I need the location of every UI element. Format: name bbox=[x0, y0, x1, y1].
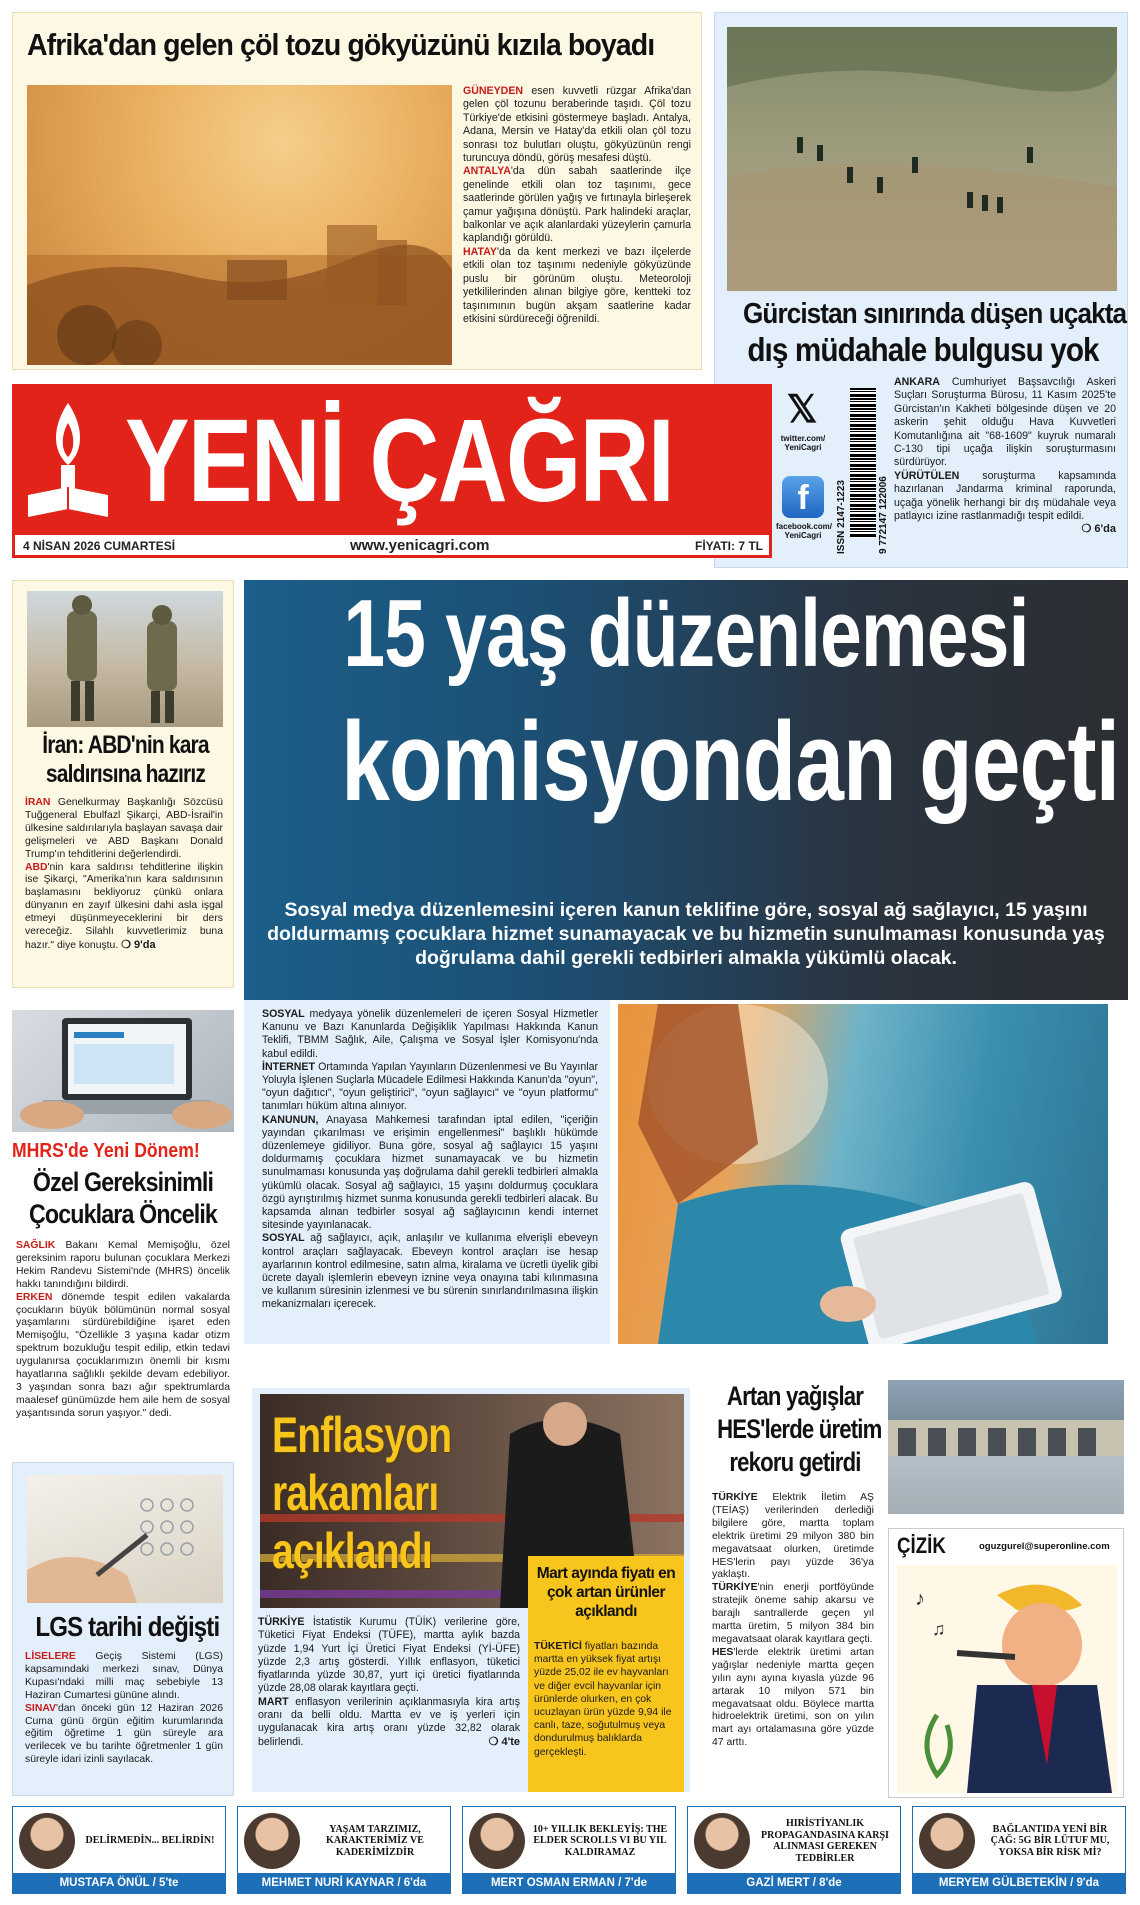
hes-p2: 'nin enerji portföyünde stratejik öneme sahip akarsu ve barajlı santrallerde geçen yıl martta üretim, 5 milyon 384 bin megavatsaat olarak kayıtlara geçti. bbox=[712, 1582, 874, 1645]
social-column bbox=[776, 384, 833, 558]
barcode-block bbox=[832, 384, 888, 558]
columnist-headline: 10+ YILLIK BEKLEYİŞ: THE ELDER SCROLLS VI BU YIL KALDIRAMAZ bbox=[532, 1823, 668, 1858]
dam-illustration bbox=[888, 1380, 1124, 1514]
inflation-p2-lead: MART bbox=[258, 1695, 289, 1708]
columnist-footer: MUSTAFA ÖNÜL / 5'te bbox=[13, 1873, 225, 1893]
masthead bbox=[12, 384, 772, 558]
plane-p2-lead: YÜRÜTÜLEN bbox=[894, 469, 960, 482]
columnist-avatar bbox=[19, 1813, 75, 1869]
soldiers-field-illustration bbox=[727, 27, 1117, 291]
lgs-body bbox=[25, 1651, 223, 1767]
inflation-sidebox bbox=[528, 1556, 684, 1792]
iran-soldiers-illustration bbox=[27, 591, 223, 727]
plane-body bbox=[894, 376, 1116, 537]
dust-p2-lead: ANTALYA bbox=[463, 165, 511, 178]
inflation-box-body bbox=[534, 1640, 680, 1759]
main-p2: Ortamında Yapılan Yayınların Düzenlenmesi ve Bu Yayınlar Yoluyla İşlenen Suçlarla Mücadele Edilmesi Hakkında Kanun'da "oyun", "oyun dağıtıcı", "oyun geliştirici", "oyun sağlayıcı" ve "oyun platformu" tanımları hüküm altına alınıyor. bbox=[262, 1060, 598, 1113]
hes-headline-line1: Artan yağışlar bbox=[726, 1381, 864, 1411]
dust-p3: 'da da kent merkezi ve bazı ilçelerde etkili olan toz taşınımı nedeniyle gökyüzünde puslu bir görünüm oluştu. Meteoroloji yetkililerinden alınan bilgiye göre, kentteki toz taşınımının bugün akşam saatlerine kadar etkisini sürdüreceği öğrenildi. bbox=[463, 245, 691, 325]
main-p4: ağ sağlayıcı, açık, anlaşılır ve kullanıma elverişli ebeveyn kontrol araçları sağlayacak. Ebeveyn kontrol araçları ise hesap ayarlarının kontrol edilmesine, satın alma, kiralama ve ücretli üyelik gibi ücrete dayalı işlemlerin ebeveyn iznine veya onayına tabi kılınmasına ve kullanım süresinin izlenmesi ve bu sürenin sınırlandırılmasına ilişkin mekanizmaları içerecek. bbox=[262, 1232, 598, 1311]
mhrs-photo bbox=[12, 1010, 234, 1132]
iran-headline: İran: ABD'nin kara saldırısına hazırız bbox=[42, 731, 209, 788]
columnist-footer: MERYEM GÜLBETEKİN / 9'da bbox=[913, 1873, 1125, 1893]
cartoon-email[interactable]: oguzgurel@superonline.com bbox=[979, 1541, 1110, 1552]
main-p4-lead: SOSYAL bbox=[262, 1232, 305, 1245]
lgs-p2-lead: SINAV bbox=[25, 1702, 56, 1714]
lgs-story bbox=[12, 1462, 234, 1796]
columnist-page: 6'da bbox=[403, 1877, 427, 1889]
masthead-red-band bbox=[15, 387, 769, 535]
mhrs-headline-line2: Çocuklara Öncelik bbox=[28, 1199, 217, 1229]
columnist-avatar bbox=[244, 1813, 300, 1869]
columnist-name: GAZİ MERT bbox=[746, 1877, 810, 1889]
iran-jump: ❍ 9'da bbox=[121, 938, 156, 951]
inflation-headline-line2: rakamları bbox=[272, 1465, 439, 1521]
main-photo bbox=[618, 1004, 1108, 1344]
inflation-box-lead: TÜKETİCİ bbox=[534, 1641, 582, 1652]
columnist-card[interactable] bbox=[462, 1806, 676, 1894]
main-headline-line1: 15 yaş düzenlemesi bbox=[343, 580, 1029, 687]
hes-headline-line2: HES'lerde üretim bbox=[717, 1414, 882, 1444]
facebook-label[interactable]: facebook.com/ YeniCagri bbox=[776, 522, 833, 540]
iran-p2-lead: ABD bbox=[25, 861, 48, 873]
main-p3-lead: KANUNUN, bbox=[262, 1113, 319, 1126]
laptop-illustration bbox=[12, 1010, 234, 1132]
inflation-box-text: fiyatları bazında martta en yüksek fiyat artışı yüzde 25,02 ile ev hayvanları ve diğer evcil hayvanlar için ürünlerde olurken, en çok ucuzlayan ürün yüzde 9,94 ile canlı, taze, soğutulmuş veya dondurulmuş balıklarda gerçekleşti. bbox=[534, 1641, 672, 1758]
hes-p3-lead: HES bbox=[712, 1646, 734, 1658]
mhrs-headline-line1: Özel Gereksinimli bbox=[32, 1167, 214, 1197]
plane-headline-line2: dış müdahale bulgusu yok bbox=[747, 331, 1099, 368]
plane-photo bbox=[727, 27, 1117, 291]
hes-p1: Elektrik İletim AŞ (TEİAŞ) verilerinden derlediği bilgilere göre, martta toplam elektrik üretimi 29 milyon 380 bin megavatsaat olurken, üretimde HES'lerin payı yüzde 36'ya yaklaştı. bbox=[712, 1492, 874, 1581]
columnist-card[interactable] bbox=[12, 1806, 226, 1894]
dust-p1: esen kuvvetli rüzgar Afrika'dan gelen çöl tozunu beraberinde taşıdı. Çöl tozu Türkiye'de etkisini göstermeye başladı. Antalya, Adana, Mersin ve Hatay'da etkili olan çöl tozu sonrası toz bulutları oluştu, gökyüzünün rengi turuncuya döndü, görüş mesafesi düştü. bbox=[463, 85, 691, 165]
dust-headline: Afrika'dan gelen çöl tozu gökyüzünü kızıla boyadı bbox=[27, 27, 655, 62]
plane-headline bbox=[743, 297, 1127, 369]
mhrs-p2-lead: ERKEN bbox=[16, 1291, 53, 1303]
columnist-headline: HIRİSTİYANLIK PROPAGANDASINA KARŞI ALINMASI GEREKEN TEDBİRLER bbox=[761, 1818, 889, 1864]
lgs-photo bbox=[27, 1475, 223, 1603]
columnist-name: MERYEM GÜLBETEKİN bbox=[938, 1877, 1067, 1889]
iran-photo bbox=[27, 591, 223, 727]
barcode-graphic bbox=[850, 388, 876, 538]
inflation-headline-line1: Enflasyon bbox=[272, 1407, 452, 1463]
columnist-name: MUSTAFA ÖNÜL bbox=[59, 1877, 150, 1889]
dust-city-illustration bbox=[27, 85, 452, 365]
child-tablet-illustration bbox=[618, 1004, 1108, 1344]
hes-headline bbox=[717, 1380, 882, 1479]
lgs-headline: LGS tarihi değişti bbox=[35, 1611, 220, 1642]
lgs-p1-lead: LİSELERE bbox=[25, 1651, 76, 1662]
mhrs-headline bbox=[28, 1166, 219, 1230]
inflation-jump: ❍ 4'te bbox=[488, 1735, 520, 1748]
hes-p1-lead: TÜRKİYE bbox=[712, 1492, 758, 1503]
iran-body bbox=[25, 797, 223, 953]
columnist-footer: GAZİ MERT / 8'de bbox=[688, 1873, 900, 1893]
main-p1-lead: SOSYAL bbox=[262, 1008, 305, 1020]
columnist-page: 7'de bbox=[624, 1877, 648, 1889]
iran-p2: 'nin kara saldırısı tehditlerine ilişkin ise Şikarçi, "Amerika'nın kara saldırısının başlamasını bekliyoruz çünkü onlara dünyanın en zayıf ülkesini dahi asla işgal etmeyi düşünmeyeceklerini bir ders vereceğiz. Silahlı kuvvetlerimiz buna hazır." diye konuştu. bbox=[25, 861, 223, 951]
inflation-story bbox=[252, 1388, 690, 1792]
plane-p1: Cumhuriyet Başsavcılığı Askeri Suçları Soruşturma Bürosu, 11 Kasım 2025'te Gürcistan'ın Kakheti bölgesinde düşen ve 20 askerin şehit olduğu Hava Kuvvetleri Komutanlığına ait "68-1609" kuyruk numaralı C-130 tipi uçağa ilişkin soruşturmasını sürdürüyor. bbox=[894, 376, 1116, 469]
main-p3: Anayasa Mahkemesi tarafından iptal edilen, "içeriğin yayından çıkarılması ve erişimin engellenmesi" başlıklı hükümde düzenlemeye gidiliyor. Buna göre, sosyal ağ sağlayıcı 15 yaşını doldurmamış çocuklara hizmet sunamayacak ve bu hizmetin sunulmaması konusunda yaş doğrulama dahil gerekli tedbirleri almakla yükümlü olacak. Sosyal ağ sağlayıcı, 15 yaşını doldurmuş çocuklara özgü ayrıştırılmış hizmet sunma konusunda gerekli tedbirleri alacak. Bu kapsamda alınan tedbirler sosyal ağ sağlayıcının kendi internet sitesinde yayınlanacak. bbox=[262, 1113, 598, 1232]
columnist-page: 8'de bbox=[819, 1877, 842, 1889]
dust-p2: 'da dün sabah saatlerinde ilçe genelinde etkili olan toz taşınımı, gece saatlerinde görülen yağış ve fırtınayla birleşerek çamur yağışına dönüştü. Park halindeki araçlar, balkonlar ve açık alanlardaki yüzeylerin çamurla kaplandığı görüldü. bbox=[463, 165, 691, 245]
columnist-headline: BAĞLANTIDA YENİ BİR ÇAĞ: 5G BİR LÜTUF MU, YOKSA BİR RİSK Mİ? bbox=[990, 1823, 1110, 1858]
columnist-page: 5'te bbox=[159, 1877, 179, 1889]
cartoon-drawing bbox=[897, 1565, 1117, 1793]
dust-body bbox=[463, 85, 691, 326]
inflation-box-headline: Mart ayında fiyatı en çok artan ürünler açıklandı bbox=[536, 1565, 676, 1620]
main-headline bbox=[341, 580, 1120, 824]
inflation-headline-line3: açıklandı bbox=[272, 1523, 432, 1579]
columnist-headline: DELİRMEDİN... BELİRDİN! bbox=[85, 1835, 215, 1847]
plane-p1-lead: ANKARA bbox=[894, 376, 940, 388]
columnist-avatar bbox=[469, 1813, 525, 1869]
iran-p1-lead: İRAN bbox=[25, 797, 51, 808]
masthead-date: 4 NİSAN 2026 CUMARTESİ bbox=[23, 539, 176, 553]
mhrs-p1-lead: SAĞLIK bbox=[16, 1240, 56, 1251]
plane-p2: soruşturma kapsamında hazırlanan Jandarma kriminal raporunda, uçağa yönelik herhangi bir dış müdahale veya patlayıcı izine rastlanmadığı tespit edildi. bbox=[894, 469, 1116, 523]
columnist-card[interactable] bbox=[687, 1806, 901, 1894]
facebook-icon[interactable]: f bbox=[782, 476, 824, 518]
dust-p3-lead: HATAY bbox=[463, 245, 497, 258]
dust-story bbox=[12, 12, 702, 370]
lgs-p2: 'dan önceki gün 12 Haziran 2026 Cuma günü örgün eğitim kurumlarında eğitim öğretime 1 gün süreyle ara verilecek ve bu tarihte öğretmenler 1 gün süreyle idari izinli sayılacak. bbox=[25, 1702, 223, 1766]
main-p1: medyaya yönelik düzenlemeleri de içeren Sosyal Hizmetler Kanunu ve Bazı Kanunlarda Değişiklik Yapılması Hakkında Kanun Teklifi, TBMM Sağlık, Aile, Çalışma ve Sosyal İşler Komisyonu'nda kabul edildi. bbox=[262, 1008, 598, 1060]
columnist-card[interactable] bbox=[237, 1806, 451, 1894]
dust-photo bbox=[27, 85, 452, 365]
barcode-digits: 9 772147 122006 bbox=[878, 476, 889, 554]
dust-p1-lead: GÜNEYDEN bbox=[463, 85, 524, 97]
lgs-p1: Geçiş Sistemi (LGS) kapsamındaki merkezi sınav, Dünya Kupası'ndaki milli maç sebebiyle 13 Haziran Cumartesi gününe alındı. bbox=[25, 1651, 223, 1701]
torch-logo bbox=[23, 395, 113, 527]
torch-book-icon bbox=[23, 395, 113, 527]
inflation-headline bbox=[272, 1406, 459, 1580]
inflation-p1: İstatistik Kurumu (TÜİK) verilerine göre, Tüketici Fiyat Endeksi (TÜFE), martta aylık bazda yüzde 1,94 Yurt İçi Üretici Fiyat Endeksi (Yİ-ÜFE) yüzde 2,3 artış gösterdi. Yıllık enflasyon, tüketici fiyatlarında yüzde 30,87, yurt içi üretici fiyatlarında yüzde 28,08 olarak kayıtlara geçti. bbox=[258, 1616, 520, 1695]
main-p2-lead: İNTERNET bbox=[262, 1060, 315, 1073]
columnist-page: 9'da bbox=[1076, 1877, 1100, 1889]
main-story-banner bbox=[244, 580, 1128, 1000]
mhrs-body bbox=[16, 1240, 230, 1421]
hes-body bbox=[712, 1492, 874, 1750]
columnist-avatar bbox=[919, 1813, 975, 1869]
inflation-p1-lead: TÜRKİYE bbox=[258, 1616, 305, 1628]
columnist-name: MERT OSMAN ERMAN bbox=[490, 1877, 615, 1889]
twitter-label[interactable]: twitter.com/ YeniCagri bbox=[780, 434, 826, 452]
columnist-footer: MERT OSMAN ERMAN / 7'de bbox=[463, 1873, 675, 1893]
columnist-card[interactable] bbox=[912, 1806, 1126, 1894]
iran-story bbox=[12, 580, 234, 988]
masthead-title: YENİ ÇAĞRI bbox=[125, 395, 674, 527]
mhrs-p2: dönemde tespit edilen vakalarda çocukların büyük bölümünün normal sosyal yaşamlarını sürdürebildiğine işaret eden Memişoğlu, "Özellikle 3 yaşına kadar otizm spektrum bozukluğu tespit edilip, etkin tedavi uygulanırsa çocuklarımızın önemli bir kısmı hayatlarına sağlıklı şekilde devam edebiliyor. 3 yaşından sonra bazı ağır spektrumlarda maalesef günümüzde hem aile hem de sosyal yaşantısında sorun yaşıyor." dedi. bbox=[16, 1291, 230, 1419]
plane-jump: ❍ 6'da bbox=[1081, 523, 1116, 536]
columnist-name: MEHMET NURİ KAYNAR bbox=[261, 1877, 395, 1889]
hes-p3: 'lerde elektrik üretimi artan yağışlar nedeniyle martta geçen yılın aynı ayına kıyasla yüzde 96 artarak 10 milyon 571 bin megavatsaat oldu. Böylece martta hidroelektrik üretimi, son on yılın mart ayı ortalamasına göre yüzde 47 arttı. bbox=[712, 1646, 874, 1749]
iran-p1: Genelkurmay Başkanlığı Sözcüsü Tuğgeneral Ebulfazl Şikarçi, ABD-İsrail'in ülkesine saldırılarıyla başlayan savaşa dair gelişmeleri ve ABD Başkanı Donald Trump'ın tehditlerini değerlendirdi. bbox=[25, 797, 223, 860]
masthead-website[interactable]: www.yenicagri.com bbox=[350, 537, 490, 554]
masthead-price: FİYATI: 7 TL bbox=[695, 539, 764, 553]
x-logo-icon[interactable]: 𝕏 bbox=[786, 389, 818, 431]
main-body bbox=[262, 1008, 598, 1312]
hes-p2-lead: TÜRKİYE bbox=[712, 1582, 758, 1594]
cartoon-title: ÇİZİK bbox=[897, 1533, 946, 1558]
mhrs-kicker: MHRS'de Yeni Dönem! bbox=[12, 1140, 200, 1162]
columnists-strip bbox=[12, 1806, 1128, 1896]
issn-text: ISSN 2147-1223 bbox=[836, 480, 847, 554]
hes-photo bbox=[888, 1380, 1124, 1514]
inflation-body bbox=[258, 1616, 520, 1749]
columnist-footer: MEHMET NURİ KAYNAR / 6'da bbox=[238, 1873, 450, 1893]
inflation-p2: enflasyon verilerinin açıklanmasıyla kira artış oranı da belli oldu. Martta ev ve iş yerleri için uygulanacak kira artış oranı yüzde 32,82 olarak belirlendi. bbox=[258, 1695, 520, 1748]
mhrs-p1: Bakanı Kemal Memişoğlu, özel gereksinim raporu bulunan çocuklara Merkezi Hekim Randevu Sistemi'nde (MHRS) öncelik hakkı tanındığını bildirdi. bbox=[16, 1240, 230, 1290]
exam-paper-illustration bbox=[27, 1475, 223, 1603]
caricature-illustration bbox=[897, 1565, 1117, 1793]
svg-text:♪: ♪ bbox=[915, 1588, 925, 1610]
cartoon-box bbox=[888, 1528, 1124, 1798]
svg-text:♫: ♫ bbox=[932, 1619, 946, 1639]
plane-headline-line1: Gürcistan sınırında düşen uçakta bbox=[743, 298, 1127, 330]
main-headline-line2: komisyondan geçti bbox=[341, 699, 1120, 824]
columnist-avatar bbox=[694, 1813, 750, 1869]
hes-headline-line3: rekoru getirdi bbox=[729, 1447, 861, 1477]
main-subhead: Sosyal medya düzenlemesini içeren kanun teklifine göre, sosyal ağ sağlayıcı, 15 yaşını doldurmamış çocuklara hizmet sunamayacak ve bu hizmetin sunulmaması konusunda yaş doğrulama dahil gerekli tedbirleri almakla yükümlü olacak. bbox=[267, 899, 1105, 969]
columnist-headline: YAŞAM TARZIMIZ, KARAKTERİMİZ VE KADERİMİZDİR bbox=[326, 1823, 424, 1858]
